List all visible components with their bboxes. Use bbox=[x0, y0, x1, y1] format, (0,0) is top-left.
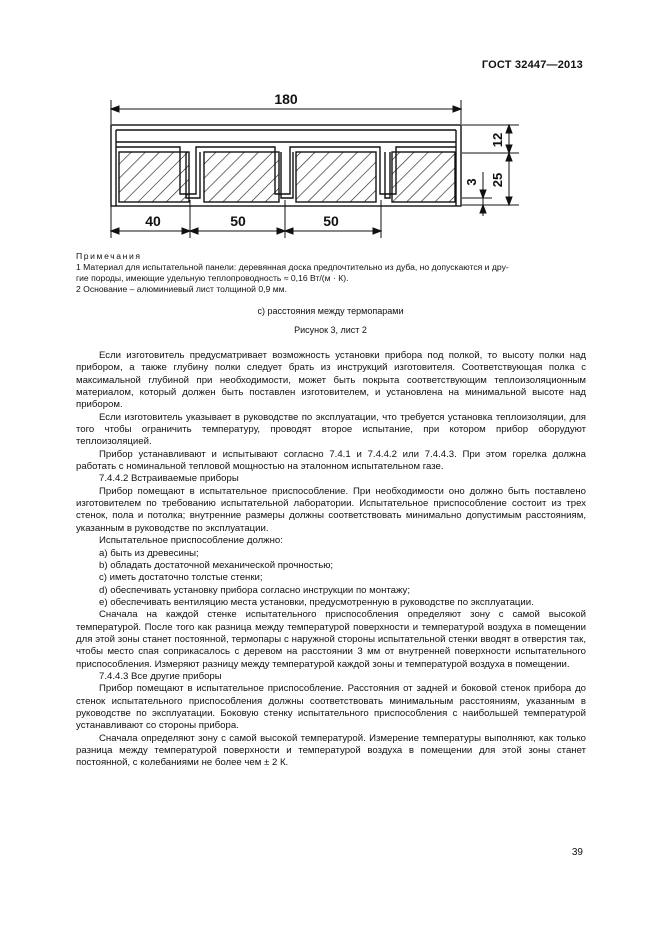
body-text bbox=[76, 350, 586, 770]
paragraph: Прибор устанавливают и испытывают согласно 7.4.1 и 7.4.4.2 или 7.4.4.3. При этом горелка должна работать с номинальной тепловой мощностью на эталонном испытательном газе. bbox=[76, 448, 586, 473]
dim-50-label-2: 50 bbox=[323, 213, 339, 229]
paragraph: Прибор помещают в испытательное приспособление. Расстояния от задней и боковой стенок прибора до стенок испытательного приспособления должны соответствовать минимальным расстояниям, указанным в руководстве по эксплуатации. Боковую стенку испытательного приспособления с наибольшей температурой устанавливают со стороны прибора. bbox=[76, 683, 586, 732]
dim-3-label: 3 bbox=[464, 178, 479, 186]
figure-subcaption: с) расстояния между термопарами bbox=[257, 306, 404, 316]
dim-180-label: 180 bbox=[274, 91, 298, 107]
note-line-1: 1 Материал для испытательной панели: деревянная доска предпочтительно из дуба, но допускаются и дру- bbox=[76, 262, 509, 272]
section-heading: 7.4.4.2 Встраиваемые приборы bbox=[99, 473, 239, 485]
paragraph: Сначала определяют зону с самой высокой температурой. Измерение температуры выполняют, как только разница между температурой поверхности и температурой воздуха в помещении для этой зоны станет постоянной, с колебаниями не более чем ± 2 К. bbox=[76, 732, 586, 769]
note-line-3: 2 Основание – алюминиевый лист толщиной 0,9 мм. bbox=[76, 284, 287, 294]
list-item: с) иметь достаточно толстые стенки; bbox=[99, 572, 263, 584]
dim-12-label: 12 bbox=[490, 132, 505, 148]
section-heading: 7.4.4.3 Все другие приборы bbox=[99, 670, 222, 682]
list-item: а) быть из древесины; bbox=[99, 547, 199, 559]
dim-50-label-1: 50 bbox=[230, 213, 246, 229]
paragraph: Сначала на каждой стенке испытательного приспособления определяют зону с самой высокой температурой. После того как разница между температурой поверхности и температурой воздуха в помещении для этой зоны станет постоянной, термопары с наружной стороны испытательной стенки вводят в отверстия так, чтобы место спая соприкасалось с деревом на расстоянии 3 мм от внутренней поверхности испытательного приспособления. Измеряют разницу между температурой каждой зоны и температурой воздуха в помещении. bbox=[76, 609, 586, 670]
list-item: d) обеспечивать установку прибора согласно инструкции по монтажу; bbox=[99, 584, 410, 596]
figure-drawing bbox=[0, 0, 661, 250]
notes-title: Примечания bbox=[76, 251, 142, 261]
page-number: 39 bbox=[571, 847, 583, 858]
paragraph: Прибор помещают в испытательное приспособление. При необходимости оно должно быть поставлено изготовителем по требованию испытательной лаборатории. Испытательное приспособление состоит из трех стенок, пола и потолка; внутренние размеры должны соответствовать минимально допустимым расстояниям, указанным в руководстве по эксплуатации. bbox=[76, 485, 586, 534]
list-item: b) обладать достаточной механической прочностью; bbox=[99, 559, 334, 571]
dim-40-label: 40 bbox=[145, 213, 161, 229]
document-header: ГОСТ 32447—2013 bbox=[481, 59, 583, 71]
dim-25-label: 25 bbox=[490, 172, 505, 188]
note-line-2: гие породы, имеющие удельную теплопроводность ≈ 0,16 Вт/(м · К). bbox=[76, 273, 349, 283]
figure-caption: Рисунок 3, лист 2 bbox=[294, 325, 367, 335]
paragraph: Если изготовитель указывает в руководстве по эксплуатации, что требуется установка теплоизоляции, для того чтобы ограничить температуру, проводят второе испытание, при котором прибор оборудуют теплоизоляцией. bbox=[76, 411, 586, 448]
figure-notes bbox=[76, 251, 586, 295]
list-item: е) обеспечивать вентиляцию места установки, предусмотренную в руководстве по эксплуатации. bbox=[99, 596, 534, 608]
paragraph: Если изготовитель предусматривает возможность установки прибора под полкой, то высоту полки над прибором, а также глубину полки следует брать из инструкций изготовителя. Соответствующая полка с максимальной глубиной при необходимости, может быть покрыта соответствующим теплоизоляционным материалом, который должен быть поставлен изготовителем, и установлена на минимальной высоте над прибором. bbox=[76, 350, 586, 411]
paragraph: Испытательное приспособление должно: bbox=[99, 535, 283, 547]
